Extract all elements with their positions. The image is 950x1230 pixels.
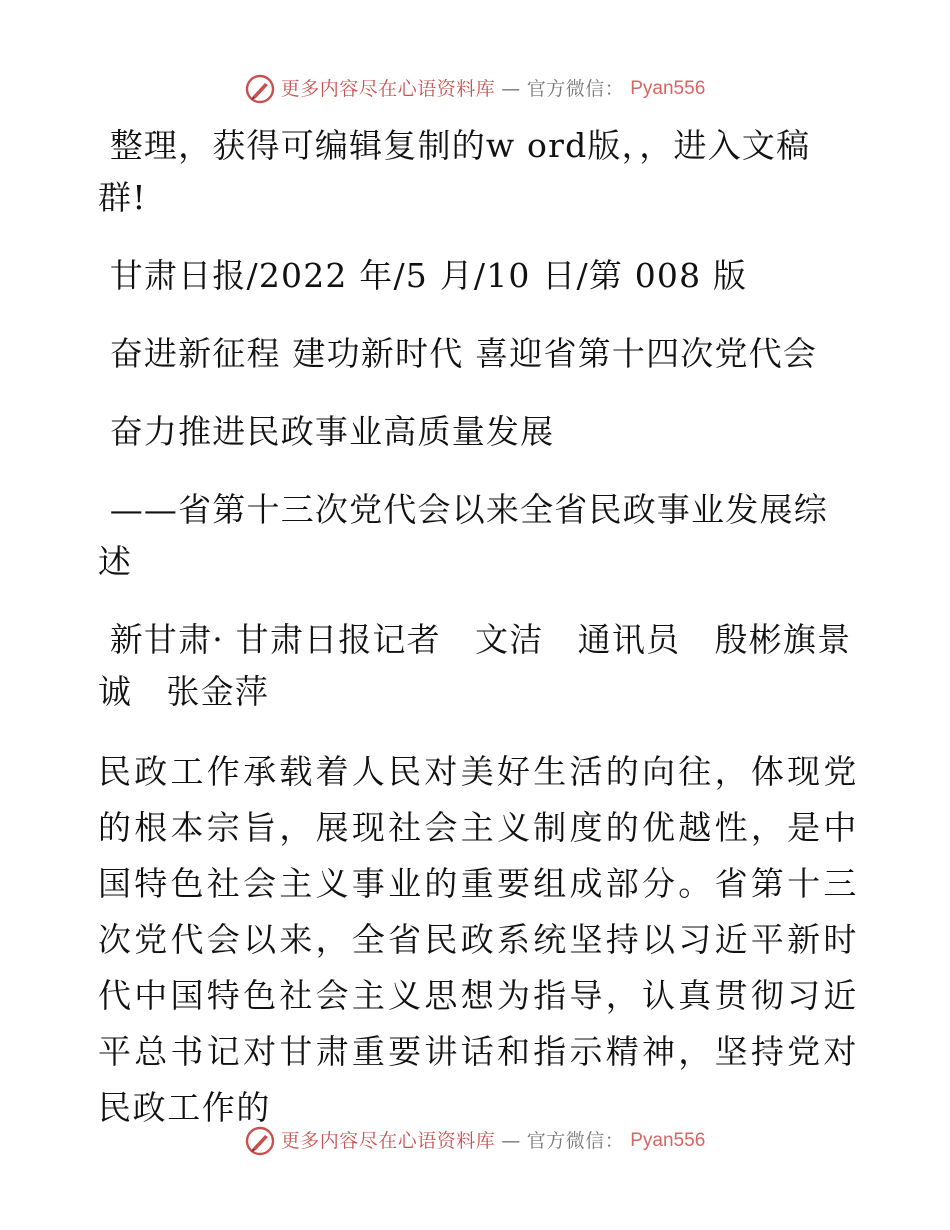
watermark-wechat-id: Pyan556: [630, 78, 706, 99]
quill-logo-icon: [245, 1126, 275, 1156]
watermark-wechat-label: 官方微信：: [526, 78, 625, 100]
watermark-header: [0, 74, 950, 104]
headline: 奋力推进民政事业高质量发展: [98, 412, 555, 451]
quill-logo-icon: [245, 74, 275, 104]
watermark-wechat-id: Pyan556: [630, 1130, 706, 1151]
intro-line: 整理，获得可编辑复制的w ord版，，进入文稿群!: [98, 126, 811, 217]
byline: 新甘肃· 甘肃日报记者 文洁 通讯员 殷彬旗景诚 张金萍: [98, 620, 852, 711]
body-paragraph: 民政工作承载着人民对美好生活的向往，体现党的根本宗旨，展现社会主义制度的优越性，是中国特色社会主义事业的重要组成部分。省第十三次党代会以来，全省民政系统坚持以习近平新时代中国特色社会主义思想为指导，认真贯彻习近平总书记对甘肃重要讲话和指示精神，坚持党对民政工作的: [98, 752, 858, 1127]
watermark-dash: —: [501, 1130, 521, 1152]
watermark-footer: [0, 1126, 950, 1156]
watermark-brand: 更多内容尽在心语资料库: [280, 1130, 496, 1152]
watermark-dash: —: [501, 78, 521, 100]
document-body: [98, 120, 858, 1136]
source-line: 甘肃日报/2022 年/5 月/10 日/第 008 版: [98, 256, 748, 295]
subheadline: ——省第十三次党代会以来全省民政事业发展综述: [98, 490, 828, 581]
column-title: 奋进新征程 建功新时代 喜迎省第十四次党代会: [98, 334, 818, 373]
watermark-brand: 更多内容尽在心语资料库: [280, 78, 496, 100]
watermark-wechat-label: 官方微信：: [526, 1130, 625, 1152]
